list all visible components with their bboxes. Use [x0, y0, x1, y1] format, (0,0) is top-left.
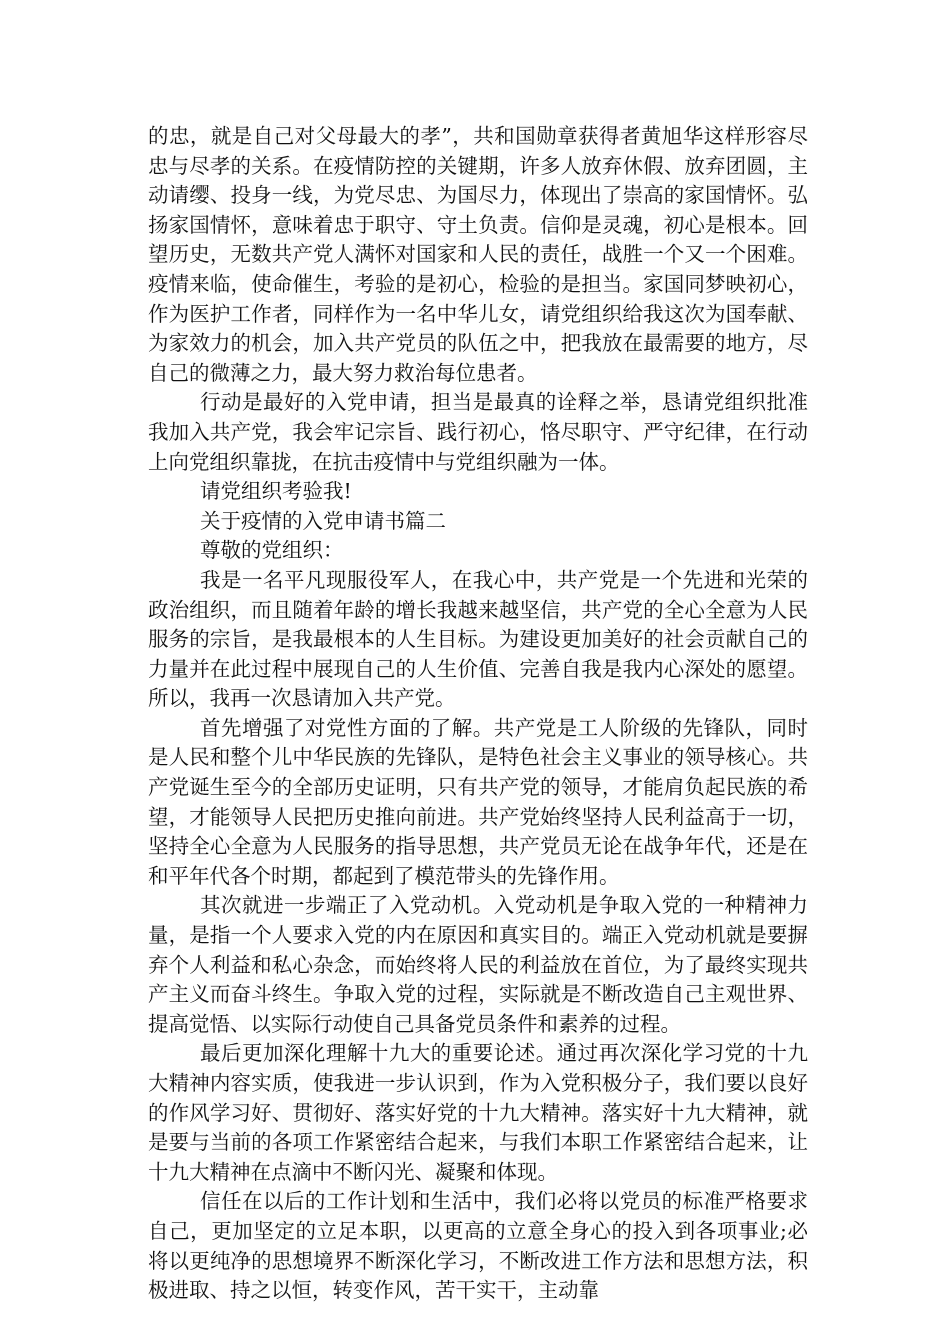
section-heading: 关于疫情的入党申请书篇二	[200, 508, 446, 533]
paragraph-7: 首先增强了对党性方面的了解。共产党是工人阶级的先锋队，同时是人民和整个儿中华民族的先锋队，是特色社会主义事业的领导核心。共产党诞生至今的全部历史证明，只有共产党的领导，才能肩负起民族的希望，才能领导人民把历史推向前进。共产党始终坚持人民利益高于一切，坚持全心全意为人民服务的指导思想，共产党员无论在战争年代，还是在和平年代各个时期，都起到了模范带头的先锋作用。	[148, 715, 808, 888]
paragraph-9: 最后更加深化理解十九大的重要论述。通过再次深化学习党的十九大精神内容实质，使我进一步认识到，作为入党积极分子，我们要以良好的作风学习好、贯彻好、落实好党的十九大精神。落实好十九大精神，就是要与当前的各项工作紧密结合起来，与我们本职工作紧密结合起来，让十九大精神在点滴中不断闪光、凝聚和体现。	[148, 1041, 808, 1184]
document-body	[148, 122, 808, 1306]
salutation: 尊敬的党组织：	[200, 538, 344, 563]
paragraph-2: 行动是最好的入党申请，担当是最真的诠释之举，恳请党组织批准我加入共产党，我会牢记宗旨、践行初心，恪尽职守、严守纪律，在行动上向党组织靠拢，在抗击疫情中与党组织融为一体。	[148, 390, 808, 474]
paragraph-8: 其次就进一步端正了入党动机。入党动机是争取入党的一种精神力量，是指一个人要求入党的内在原因和真实目的。端正入党动机就是要摒弃个人利益和私心杂念，而始终将人民的利益放在首位，为了最终实现共产主义而奋斗终生。争取入党的过程，实际就是不断改造自己主观世界、提高觉悟、以实际行动使自己具备党员条件和素养的过程。	[148, 893, 808, 1036]
paragraph-1: 的忠，就是自己对父母最大的孝”，共和国勋章获得者黄旭华这样形容尽忠与尽孝的关系。在疫情防控的关键期，许多人放弃休假、放弃团圆，主动请缨、投身一线，为党尽忠、为国尽力，体现出了崇高的家国情怀。弘扬家国情怀，意味着忠于职守、守土负责。信仰是灵魂，初心是根本。回望历史，无数共产党人满怀对国家和人民的责任，战胜一个又一个困难。疫情来临，使命催生，考验的是初心，检验的是担当。家国同梦映初心，作为医护工作者，同样作为一名中华儿女，请党组织给我这次为国奉献、为家效力的机会，加入共产党员的队伍之中，把我放在最需要的地方，尽自己的微薄之力，最大努力救治每位患者。	[148, 124, 808, 385]
paragraph-3: 请党组织考验我!	[200, 479, 352, 504]
paragraph-6: 我是一名平凡现服役军人，在我心中，共产党是一个先进和光荣的政治组织，而且随着年龄的增长我越来越坚信，共产党的全心全意为人民服务的宗旨，是我最根本的人生目标。为建设更加美好的社会贡献自己的力量并在此过程中展现自己的人生价值、完善自我是我内心深处的愿望。所以，我再一次恳请加入共产党。	[148, 567, 808, 711]
paragraph-10: 信任在以后的工作计划和生活中，我们必将以党员的标准严格要求自己，更加坚定的立足本职，以更高的立意全身心的投入到各项事业;必将以更纯净的思想境界不断深化学习，不断改进工作方法和思想方法，积极进取、持之以恒，转变作风，苦干实干，主动靠	[148, 1189, 808, 1303]
